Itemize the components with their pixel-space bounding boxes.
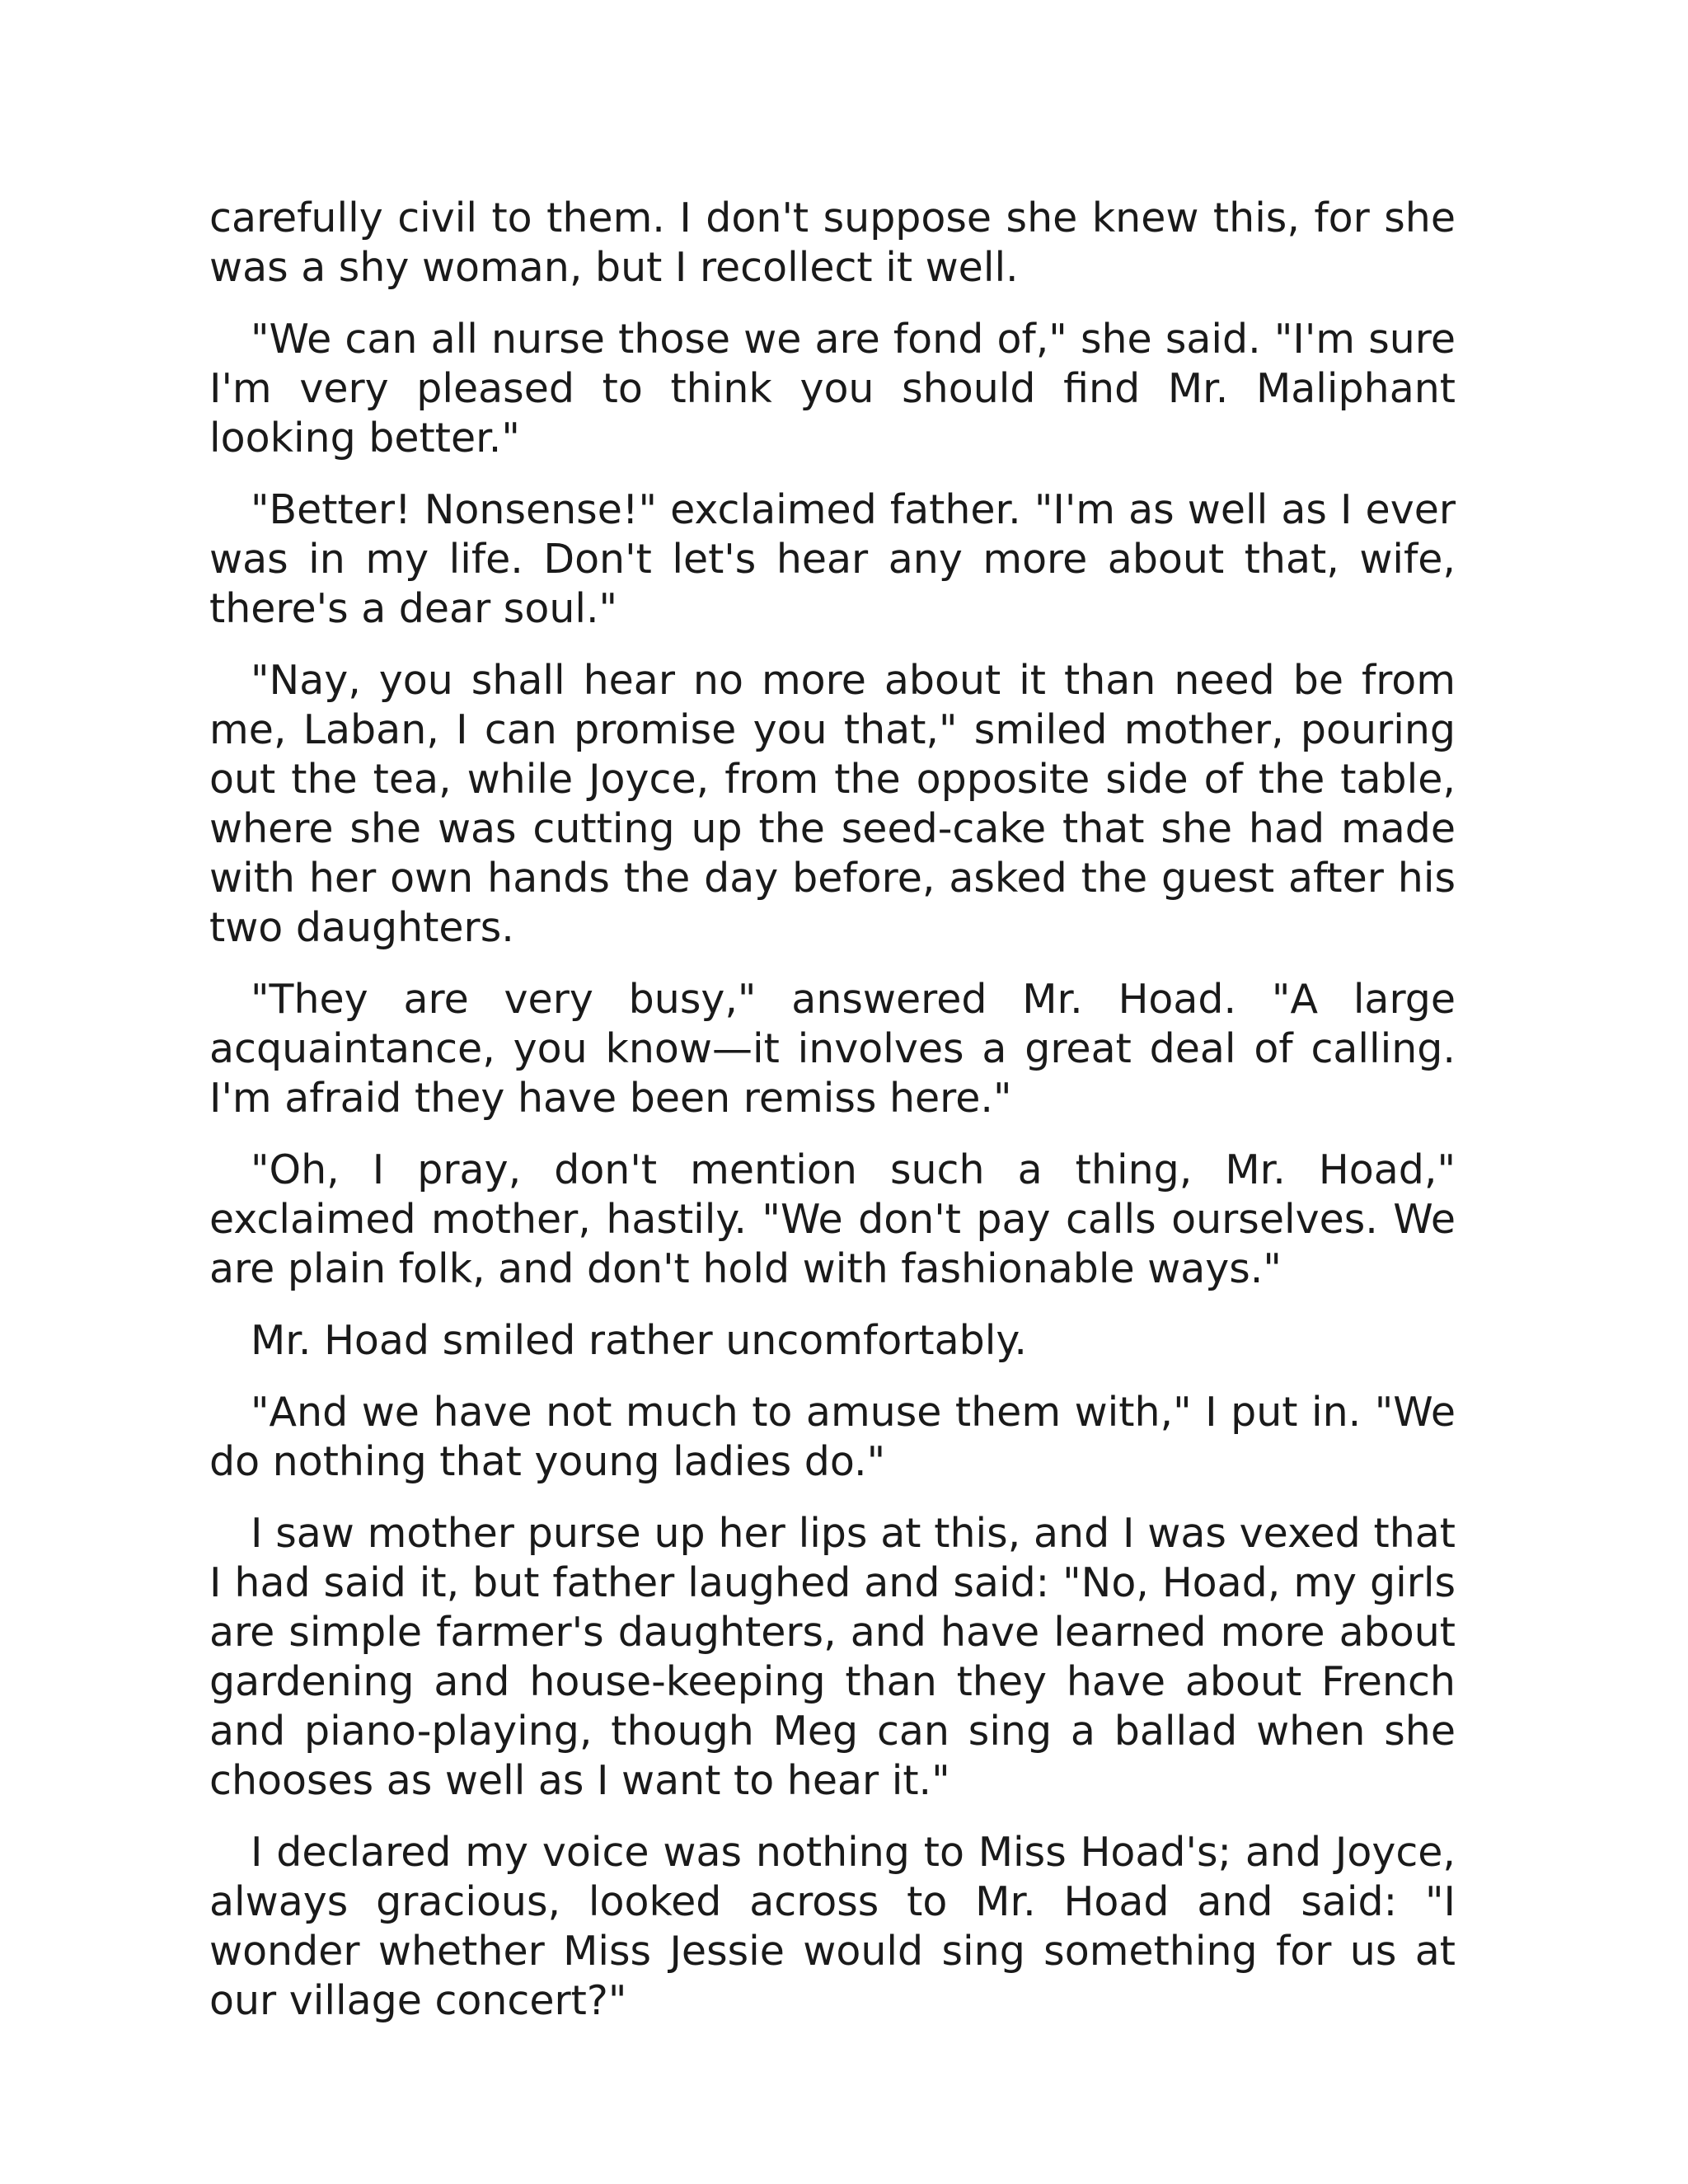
paragraph-10: I declared my voice was nothing to Miss Hoad's; and Joyce, always gracious, looked across to Mr. Hoad and said: "I wonder whether Miss Jessie would sing something for us at our village concert?" [209, 1829, 1456, 2024]
paragraph-3: "Better! Nonsense!" exclaimed father. "I'm as well as I ever was in my life. Don't let's hear any more about that, wife, there's a dear soul." [209, 486, 1456, 632]
paragraph-4: "Nay, you shall hear no more about it than need be from me, Laban, I can promise you that," smiled mother, pouring out the tea, while Joyce, from the opposite side of the table, where she was cutting up the seed-cake that she had made with her own hands the day before, asked the guest after his two daughters. [209, 657, 1456, 951]
page-body [209, 194, 1456, 2048]
paragraph-6: "Oh, I pray, don't mention such a thing, Mr. Hoad," exclaimed mother, hastily. "We don't pay calls ourselves. We are plain folk, and don't hold with fashionable ways." [209, 1146, 1456, 1292]
paragraph-1: carefully civil to them. I don't suppose she knew this, for she was a shy woman, but I recollect it well. [209, 194, 1456, 291]
paragraph-7: Mr. Hoad smiled rather uncomfortably. [251, 1317, 1027, 1364]
paragraph-2: "We can all nurse those we are fond of," she said. "I'm sure I'm very pleased to think you should find Mr. Maliphant looking better." [209, 316, 1456, 462]
paragraph-5: "They are very busy," answered Mr. Hoad. "A large acquaintance, you know—it involves a great deal of calling. I'm afraid they have been remiss here." [209, 976, 1456, 1122]
paragraph-8: "And we have not much to amuse them with," I put in. "We do nothing that young ladies do." [209, 1389, 1456, 1485]
paragraph-9: I saw mother purse up her lips at this, and I was vexed that I had said it, but father laughed and said: "No, Hoad, my girls are simple farmer's daughters, and have learned more about gardening and house-keeping than they have about French and piano-playing, though Meg can sing a ballad when she chooses as well as I want to hear it." [209, 1510, 1456, 1804]
